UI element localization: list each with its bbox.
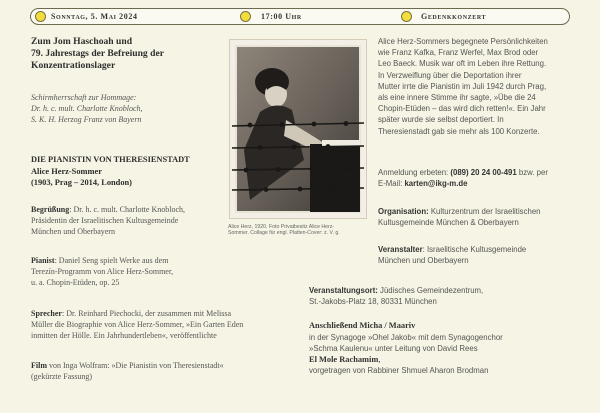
greeting-label: Begrüßung xyxy=(31,205,70,214)
header-dot-middle-1 xyxy=(240,11,251,22)
story-line-5: Mutter irrte die Pianistin im Juli 1942 durch Prag, xyxy=(378,81,547,91)
story-line-1: Alice Herz-Sommers begegnete Persönlichkeiten xyxy=(378,37,548,46)
header-dot-left xyxy=(35,11,46,22)
caption-line-2: Sommer. Collage für engl. Platten-Cover: z. V. g. xyxy=(228,230,340,237)
story-line-3: Leo Baeck. Musik war oft im Leben ihre Rettung. xyxy=(378,59,547,69)
speaker-line-2: Müller die Biographie von Alice Herz-Sommer, »Ein Garten Eden xyxy=(31,320,244,329)
speaker-block xyxy=(31,308,303,341)
film-line-1: von Inga Wolfram: »Die Pianistin von Theresienstadt« xyxy=(47,361,224,370)
after-program-block xyxy=(309,320,579,377)
registration-or: bzw. per xyxy=(516,168,548,177)
film-label: Film xyxy=(31,361,47,370)
story-line-7: Chopin-Etüden – das wird dich retten!«. Ein Jahr xyxy=(378,104,546,114)
patronage-line-1: Schirmherrschaft zur Hommage: xyxy=(31,93,137,102)
story-line-9: Theresienstadt gab sie mehr als 100 Konzerte. xyxy=(378,126,540,136)
host-block xyxy=(378,244,574,266)
pianist-block xyxy=(31,255,231,288)
venue-block xyxy=(309,285,579,307)
header-dot-middle-2 xyxy=(401,11,412,22)
pianist-photo xyxy=(230,40,366,218)
title-line-3: Konzentrationslager xyxy=(31,60,116,71)
pianist-label: Pianist xyxy=(31,256,55,265)
program-heading-block xyxy=(31,154,231,189)
title-line-2: 79. Jahrestags der Befreiung der xyxy=(31,48,164,59)
story-line-4: In Verzweiflung über die Deportation ihrer xyxy=(378,70,522,80)
after-heading: Anschließend Micha / Maariv xyxy=(309,321,416,330)
greeting-line-3: München und Oberbayern xyxy=(31,227,115,236)
film-line-2: (gekürzte Fassung) xyxy=(31,372,93,381)
speaker-line-1: : Dr. Reinhard Piechocki, der zusammen mit Melissa xyxy=(61,309,232,318)
mole-line: vorgetragen von Rabbiner Shmuel Aharon Brodman xyxy=(309,366,489,376)
event-category: Gedenkkonzert xyxy=(421,12,487,21)
venue-line-1: Jüdisches Gemeindezentrum, xyxy=(377,286,484,295)
photo-caption xyxy=(228,224,370,237)
film-block xyxy=(31,360,303,382)
story-line-6: als eine innere Stimme ihr sagte, »Übe die 24 xyxy=(378,93,536,103)
story-line-8: später wurde sie selbst deportiert. In xyxy=(378,115,504,125)
story-line-2: wie Franz Kafka, Franz Werfel, Max Brod oder xyxy=(378,48,539,58)
host-line-2: München und Oberbayern xyxy=(378,256,469,266)
greeting-line-1: : Dr. h. c. mult. Charlotte Knobloch, xyxy=(69,205,185,214)
mole-heading: El Mole Rachamim xyxy=(309,354,379,364)
registration-text: Anmeldung erbeten: xyxy=(378,168,451,177)
organisation-line-1: Kulturzentrum der Israelitischen xyxy=(428,207,541,216)
registration-phone[interactable]: (089) 20 24 00-491 xyxy=(450,168,517,177)
subject-name: Alice Herz-Sommer xyxy=(31,166,102,176)
venue-line-2: St.-Jakobs-Platz 18, 80331 München xyxy=(309,297,437,307)
title-line-1: Zum Jom Haschoah und xyxy=(31,36,133,47)
pianist-line-2: Terezín-Programm von Alice Herz-Sommer, xyxy=(31,267,174,276)
venue-label: Veranstaltungsort: xyxy=(309,286,378,295)
host-line-1: : Israelitische Kultusgemeinde xyxy=(422,245,527,254)
story-text xyxy=(378,36,574,137)
event-title xyxy=(31,36,231,72)
organisation-block xyxy=(378,206,574,228)
after-line-2: »Schma Kaulenu« unter Leitung von David Rees xyxy=(309,343,478,353)
event-header-bar xyxy=(30,8,570,25)
subject-dates: (1903, Prag – 2014, London) xyxy=(31,178,132,187)
event-date: Sonntag, 5. Mai 2024 xyxy=(51,12,138,21)
registration-email-link[interactable]: karten@ikg-m.de xyxy=(404,179,468,189)
host-label: Veranstalter xyxy=(378,245,423,254)
organisation-label: Organisation: xyxy=(378,207,429,216)
caption-line-1: Alice Herz, 1920. Foto Privatbesitz Alice Herz- xyxy=(228,224,335,230)
email-label: E-Mail: xyxy=(378,179,405,189)
pianist-photo-card xyxy=(229,39,367,219)
patronage-line-2: Dr. h. c. mult. Charlotte Knobloch, xyxy=(31,104,143,113)
after-line-1: in der Synagoge »Ohel Jakob« mit dem Synagogenchor xyxy=(309,332,503,342)
organisation-line-2: Kultusgemeinde München & Oberbayern xyxy=(378,218,519,228)
pianist-line-1: : Daniel Seng spielt Werke aus dem xyxy=(54,256,169,265)
greeting-block xyxy=(31,204,231,237)
program-heading: DIE PIANISTIN VON THERESIENSTADT xyxy=(31,155,190,164)
patronage-block xyxy=(31,92,231,125)
event-time: 17:00 Uhr xyxy=(261,12,302,21)
speaker-line-3: inmitten der Hölle. Ein Jahrhundertleben«, veröffentlichte xyxy=(31,331,217,340)
patronage-line-3: S. K. H. Herzog Franz von Bayern xyxy=(31,115,142,124)
pianist-line-3: u. a. Chopin-Etüden, op. 25 xyxy=(31,278,120,287)
greeting-line-2: Präsidentin der Israelitischen Kultusgemeinde xyxy=(31,216,179,225)
speaker-label: Sprecher xyxy=(31,309,62,318)
registration-block xyxy=(378,167,574,189)
mole-punct: , xyxy=(378,354,381,364)
